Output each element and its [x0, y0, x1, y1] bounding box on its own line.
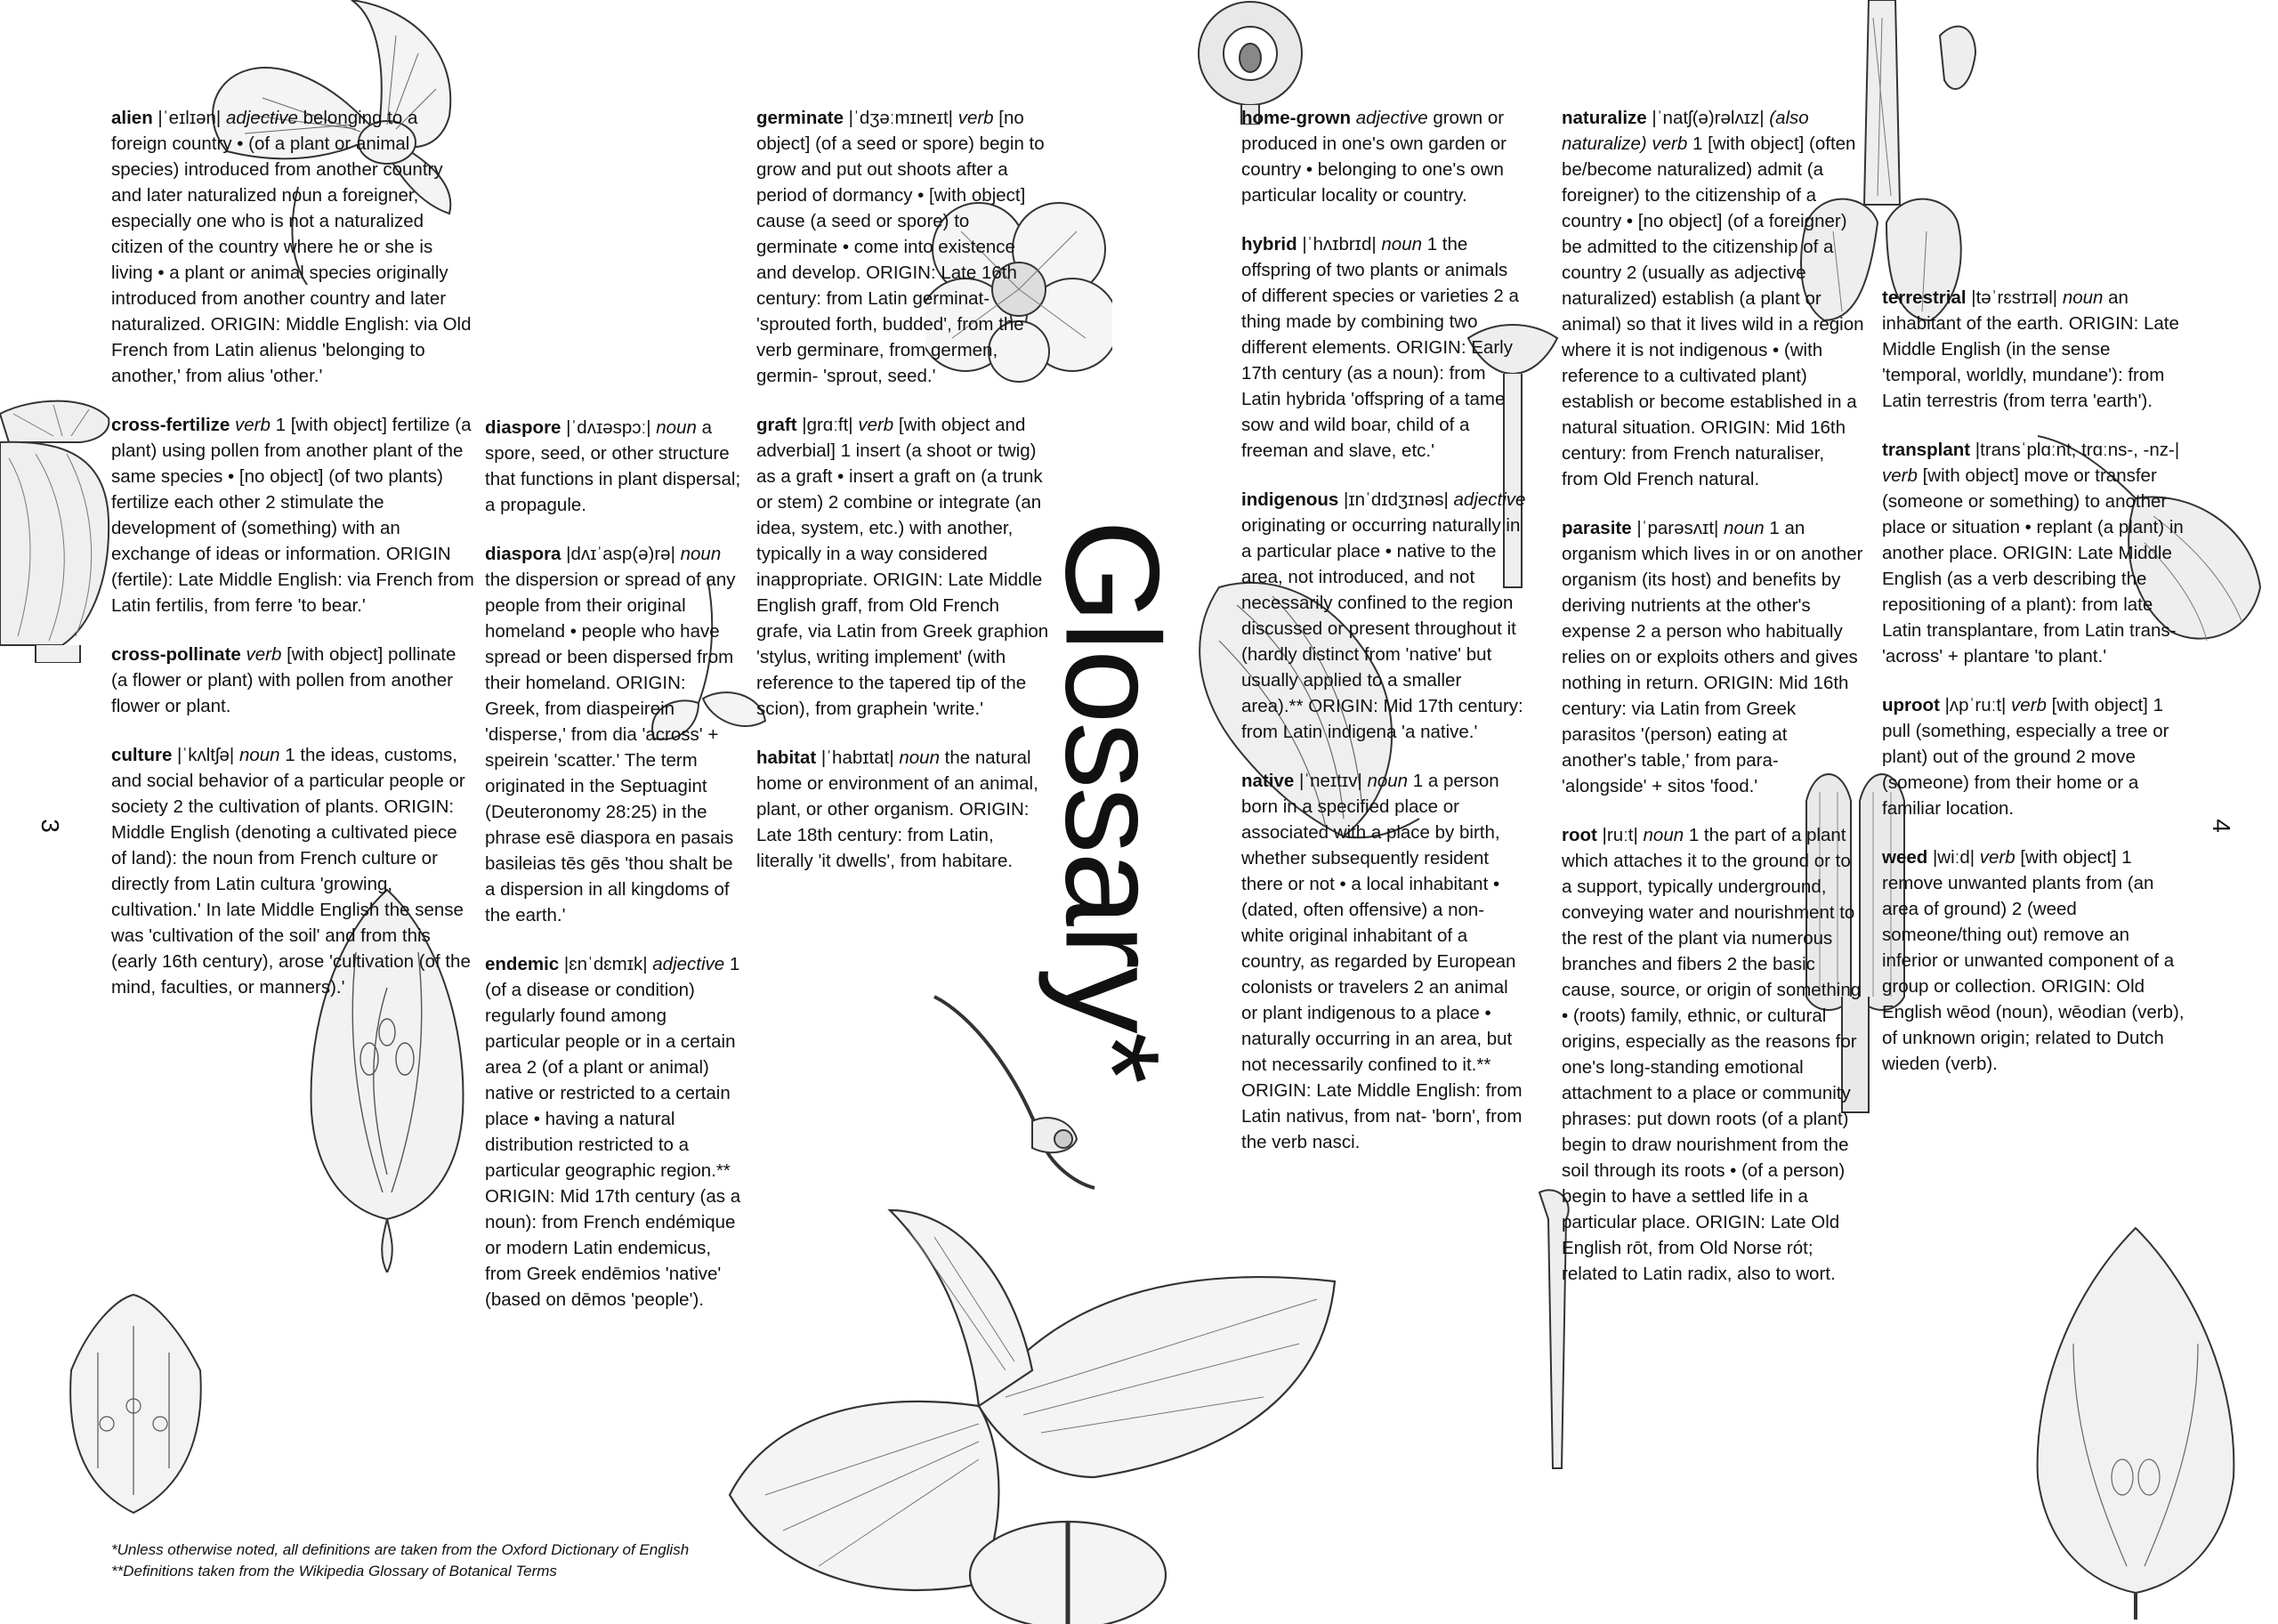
glossary-entry: graft |ɡrɑːft| verb [with object and adverbial] 1 insert (a shoot or twig) as a graft • insert a graft on (a trunk or stem) 2 combine or integrate (an idea, system, etc.) with another, typically in a way considered inappropriate. ORIGIN: Late Middle English graff, from Old French grafe, via Latin from Greek graphion 'stylus, writing implement' (with reference to the tapered tip of the scion), from graphein 'write.'	[756, 415, 1049, 719]
glossary-entry: hybrid |ˈhʌɪbrɪd| noun 1 the offspring of two plants or animals of different species or varieties 2 a thing made by combining two different elements. ORIGIN: Early 17th century (as a noun): from Latin hybrida 'offspring of a tame sow and wild boar, child of a freeman and slave, etc.'	[1241, 234, 1519, 461]
glossary-entry: naturalize |ˈnatʃ(ə)rəlʌɪz| (also naturalize) verb 1 [with object] (often be/become naturalized) admit (a foreigner) to the citizenship of a country • [no object] (of a foreigner) be admitted to the citizenship of a country 2 (usually as adjective naturalized) establish (a plant or animal) so that it lives wild in a region where it is not indigenous • (with reference to a cultivated plant) establish or become established in a natural situation. ORIGIN: Mid 16th century: from French naturaliser, from Old French natural.	[1562, 108, 1864, 489]
footnote-wikipedia: **Definitions taken from the Wikipedia Glossary of Botanical Terms	[111, 1563, 557, 1580]
page-number-right: 4	[2207, 819, 2235, 833]
glossary-column-1	[111, 105, 476, 1023]
glossary-entry: home-grown adjective grown or produced in one's own garden or country • belonging to one's own particular locality or country.	[1241, 108, 1507, 206]
glossary-entry: terrestrial |təˈrɛstrɪəl| noun an inhabitant of the earth. ORIGIN: Late Middle English (in the sense 'temporal, worldly, mundane'): from Latin terrestris (from terra 'earth').	[1882, 287, 2179, 411]
glossary-entry: germinate |ˈdʒəːmɪneɪt| verb [no object] (of a seed or spore) begin to grow and put out shoots after a period of dormancy • [with object] cause (a seed or spore) to germinate • come into existence and develop. ORIGIN: Late 16th century: from Latin germinat- 'sprouted forth, budded', from the verb germinare, from germen, germin- 'sprout, seed.'	[756, 108, 1045, 386]
glossary-entry: indigenous |ɪnˈdɪdʒɪnəs| adjective originating or occurring naturally in a particular place • native to the area, not introduced, and not necessarily confined to the region discussed or present throughout it (hardly distinct from 'native' but usually applied to a smaller area).** ORIGIN: Mid 17th century: from Latin indigena 'a native.'	[1241, 489, 1526, 742]
glossary-entry: transplant |transˈplɑːnt, trɑːns-, -nz-| verb [with object] move or transfer (someone or something) to another place or situation • replant (a plant) in another place. ORIGIN: Late Middle English (as a verb describing the repositioning of a plant): from late Latin transplantare, from Latin trans- 'across' + plantare 'to plant.'	[1882, 440, 2184, 667]
glossary-title: Glossary*	[1038, 519, 1188, 1083]
footnotes	[111, 1539, 689, 1582]
large-lily-illustration	[712, 1157, 1353, 1624]
glossary-entry: uproot |ʌpˈruːt| verb [with object] 1 pull (something, especially a tree or plant) out of the ground 2 move (someone) from their home or a familiar location.	[1882, 695, 2169, 819]
glossary-entry: cross-pollinate verb [with object] pollinate (a flower or plant) with pollen from another flower or plant.	[111, 644, 456, 716]
open-bud-illustration	[2020, 1210, 2251, 1620]
glossary-column-2	[485, 415, 743, 1336]
glossary-entry: weed |wiːd| verb [with object] 1 remove unwanted plants from (an area of ground) 2 (weed someone/thing out) remove an inferior or unwanted component of a group or collection. ORIGIN: Old English wēod (noun), wēodian (verb), of unknown origin; related to Dutch wieden (verb).	[1882, 847, 2185, 1074]
glossary-entry: alien |ˈeɪlɪən| adjective belonging to a foreign country • (of a plant or animal species) introduced from another country and later naturalized noun a foreigner, especially one who is not a naturalized citizen of the country where he or she is living • a plant or animal species originally introduced from another country and later naturalized. ORIGIN: Middle English: via Old French from Latin alienus 'belonging to another,' from alius 'other.'	[111, 108, 472, 386]
glossary-entry: habitat |ˈhabɪtat| noun the natural home or environment of an animal, plant, or other organism. ORIGIN: Late 18th century: from Latin, literally 'it dwells', from habitare.	[756, 747, 1038, 871]
glossary-column-3	[756, 105, 1050, 897]
glossary-column-4	[1241, 105, 1526, 1178]
poppy-seed-pod-illustration	[0, 378, 111, 663]
glossary-entry: root |ruːt| noun 1 the part of a plant which attaches it to the ground or to a support, typically underground, conveying water and nourishment to the rest of the plant via numerous branches and fibers 2 the basic cause, source, or origin of something • (roots) family, ethnic, or cultural origins, especially as the reasons for one's long-standing emotional attachment to a place or community phrases: put down roots (of a plant) begin to draw nourishment from the soil through its roots • (of a person) begin to have a settled life in a particular place. ORIGIN: Late Old English rōt, from Old Norse rót; related to Latin radix, also to wort.	[1562, 825, 1862, 1284]
glossary-entry: diaspora |dʌɪˈasp(ə)rə| noun the dispersion or spread of any people from their original homeland • people who have spread or been dispersed from their homeland. ORIGIN: Greek, from diaspeirein 'disperse,' from dia 'across' + speirein 'scatter.' The term originated in the Septuagint (Deuteronomy 28:25) in the phrase esē diaspora en pasais basileias tēs gēs 'thou shalt be a dispersion in all kingdoms of the earth.'	[485, 544, 736, 925]
glossary-entry: endemic |ɛnˈdɛmɪk| adjective 1 (of a disease or condition) regularly found among particular people or in a certain area 2 (of a plant or animal) native or restricted to a certain place • having a natural distribution restricted to a particular geographic region.** ORIGIN: Mid 17th century (as a noun): from French endémique or modern Latin endemicus, from Greek endēmios 'native' (based on dēmos 'people').	[485, 954, 741, 1310]
page-number-left: 3	[36, 819, 64, 833]
glossary-column-5	[1562, 105, 1864, 1310]
glossary-entry: parasite |ˈparəsʌɪt| noun 1 an organism which lives in or on another organism (its host) and benefits by deriving nutrients at the other's expense 2 a person who habitually relies on or exploits others and gives nothing in return. ORIGIN: Mid 16th century: via Latin from Greek parasitos '(person) eating at another's table,' from para- 'alongside' + sitos 'food.'	[1562, 518, 1863, 796]
glossary-entry: native |ˈneɪtɪv| noun 1 a person born in a specified place or associated with a place by birth, whether subsequently resident there or not • a local inhabitant • (dated, often offensive) a non-white original inhabitant of a country, as regarded by European colonists or travelers 2 an animal or plant indigenous to a place • naturally occurring in an area, but not necessarily confined to it.** ORIGIN: Late Middle English: from Latin nativus, from nat- 'born', from the verb nasci.	[1241, 771, 1523, 1152]
glossary-entry: culture |ˈkʌltʃə| noun 1 the ideas, customs, and social behavior of a particular people or society 2 the cultivation of plants. ORIGIN: Middle English (denoting a cultivated piece of land): the noun from French culture or directly from Latin cultura 'growing, cultivation.' In late Middle English the sense was 'cultivation of the soil' and from this (early 16th century), arose 'cultivation (of the mind, faculties, or manners).'	[111, 745, 471, 998]
tulip-section-illustration	[62, 1290, 209, 1522]
glossary-entry: cross-fertilize verb 1 [with object] fertilize (a plant) using pollen from another plant of the same species • [no object] (of two plants) fertilize each other 2 stimulate the development of (something) with an exchange of ideas or information. ORIGIN (fertile): Late Middle English: via French from Latin fertilis, from ferre 'to bear.'	[111, 415, 474, 616]
footnote-oxford: *Unless otherwise noted, all definitions are taken from the Oxford Dictionary of English	[111, 1541, 690, 1558]
glossary-entry: diaspore |ˈdʌɪəspɔː| noun a spore, seed, or other structure that functions in plant dispersal; a propagule.	[485, 417, 741, 515]
glossary-column-6	[1882, 285, 2185, 1100]
